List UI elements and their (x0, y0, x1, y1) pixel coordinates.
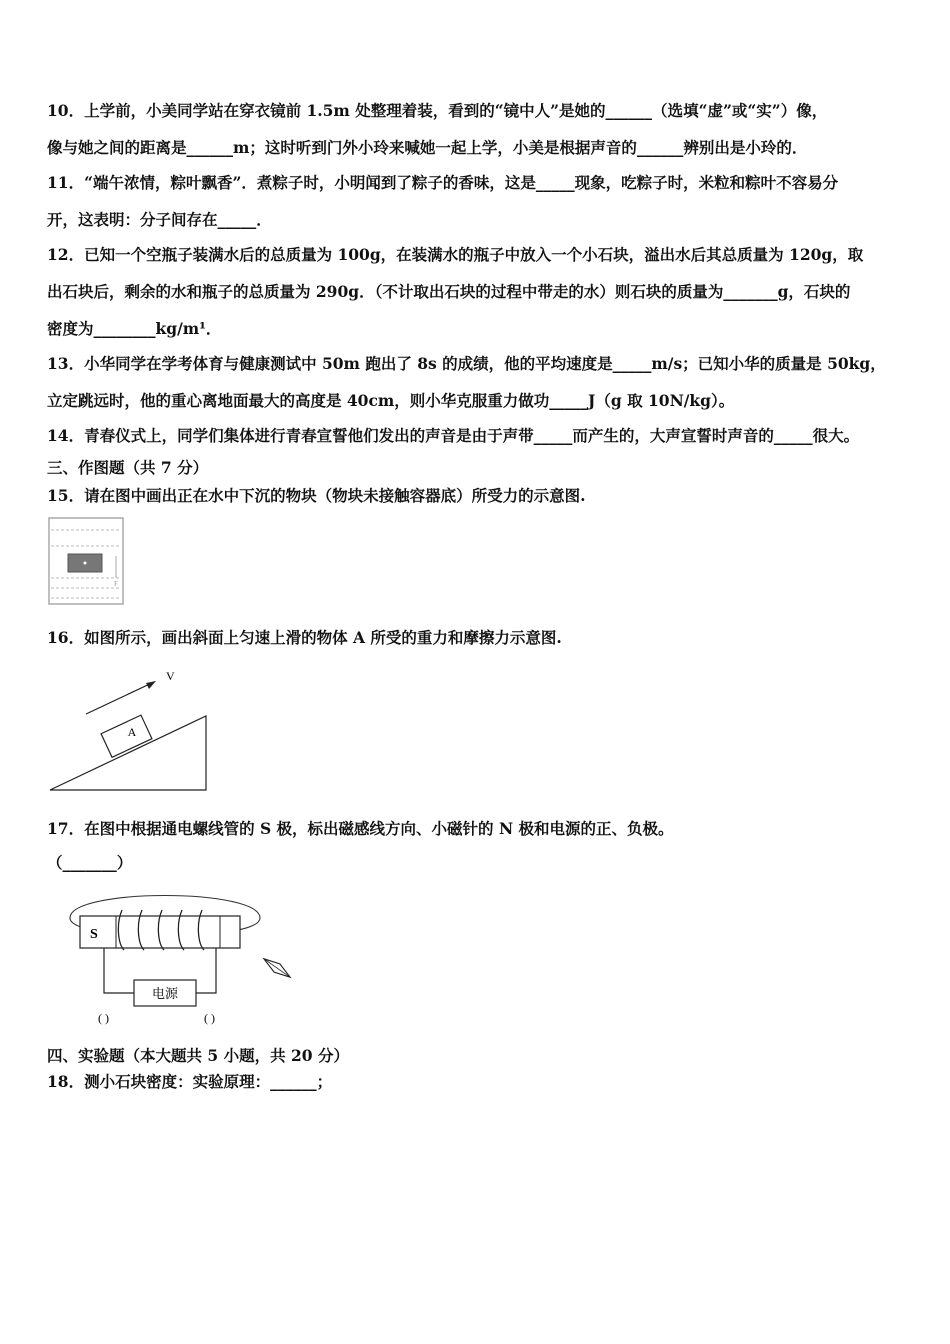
power-supply-label: 电源 (151, 986, 179, 1001)
question-16: 16．如图所示，画出斜面上匀速上滑的物体 A 所受的重力和摩擦力示意图. (47, 628, 562, 647)
question-12-line-2: 出石块后，剩余的水和瓶子的总质量为 290g．（不计取出石块的过程中带走的水）则石块的质量为_______g，石块的 (47, 282, 851, 301)
figure-17-solenoid (60, 884, 310, 1034)
question-13-line-2: 立定跳远时，他的重心离地面最大的高度是 40cm，则小华克服重力做功_____J（g 取 10N/kg）。 (47, 391, 735, 410)
question-17: 17．在图中根据通电螺线管的 S 极，标出磁感线方向、小磁针的 N 极和电源的正、负极。 (47, 819, 674, 838)
question-15: 15．请在图中画出正在水中下沉的物块（物块未接触容器底）所受力的示意图. (47, 486, 586, 505)
question-10-line-1: 10．上学前，小美同学站在穿衣镜前 1.5m 处整理着装，看到的“镜中人”是她的______（选填“虚”或“实”）像， (47, 101, 828, 120)
section-3-heading: 三、作图题（共 7 分） (47, 458, 209, 477)
question-13-line-1: 13．小华同学在学考体育与健康测试中 50m 跑出了 8s 的成绩，他的平均速度是_____m/s；已知小华的质量是 50kg， (47, 354, 886, 373)
question-12-line-1: 12．已知一个空瓶子装满水后的总质量为 100g，在装满水的瓶子中放入一个小石块，溢出水后其总质量为 120g，取 (47, 245, 864, 264)
question-12-line-3: 密度为________kg/m¹． (47, 319, 222, 338)
figure-15-container (46, 516, 126, 608)
velocity-arrow (86, 682, 154, 714)
velocity-label: V (166, 669, 175, 683)
section-4-heading: 四、实验题（本大题共 5 小题，共 20 分） (47, 1046, 349, 1065)
question-14: 14．青春仪式上，同学们集体进行青春宣誓他们发出的声音是由于声带_____而产生的，大声宣誓时声音的_____很大。 (47, 426, 860, 445)
s-pole-label: S (90, 927, 98, 942)
question-10-line-2: 像与她之间的距离是______m；这时听到门外小玲来喊她一起上学，小美是根据声音的______辨别出是小玲的． (47, 138, 808, 157)
right-terminal: ( ) (204, 1011, 215, 1025)
question-17-answer-blank: （_______） (47, 853, 133, 872)
question-11-line-1: 11．“端午浓情，粽叶飘香”．煮粽子时，小明闻到了粽子的香味，这是_____现象，吃粽子时，米粒和粽叶不容易分 (47, 173, 839, 192)
left-terminal: ( ) (98, 1011, 109, 1025)
question-11-line-2: 开，这表明：分子间存在_____． (47, 210, 272, 229)
block-a-label: A (127, 725, 137, 739)
figure-16-incline (46, 664, 216, 794)
figure-15-label: F (114, 580, 118, 588)
question-18: 18．测小石块密度：实验原理：______； (47, 1072, 333, 1091)
small-compass-needle (261, 955, 293, 982)
